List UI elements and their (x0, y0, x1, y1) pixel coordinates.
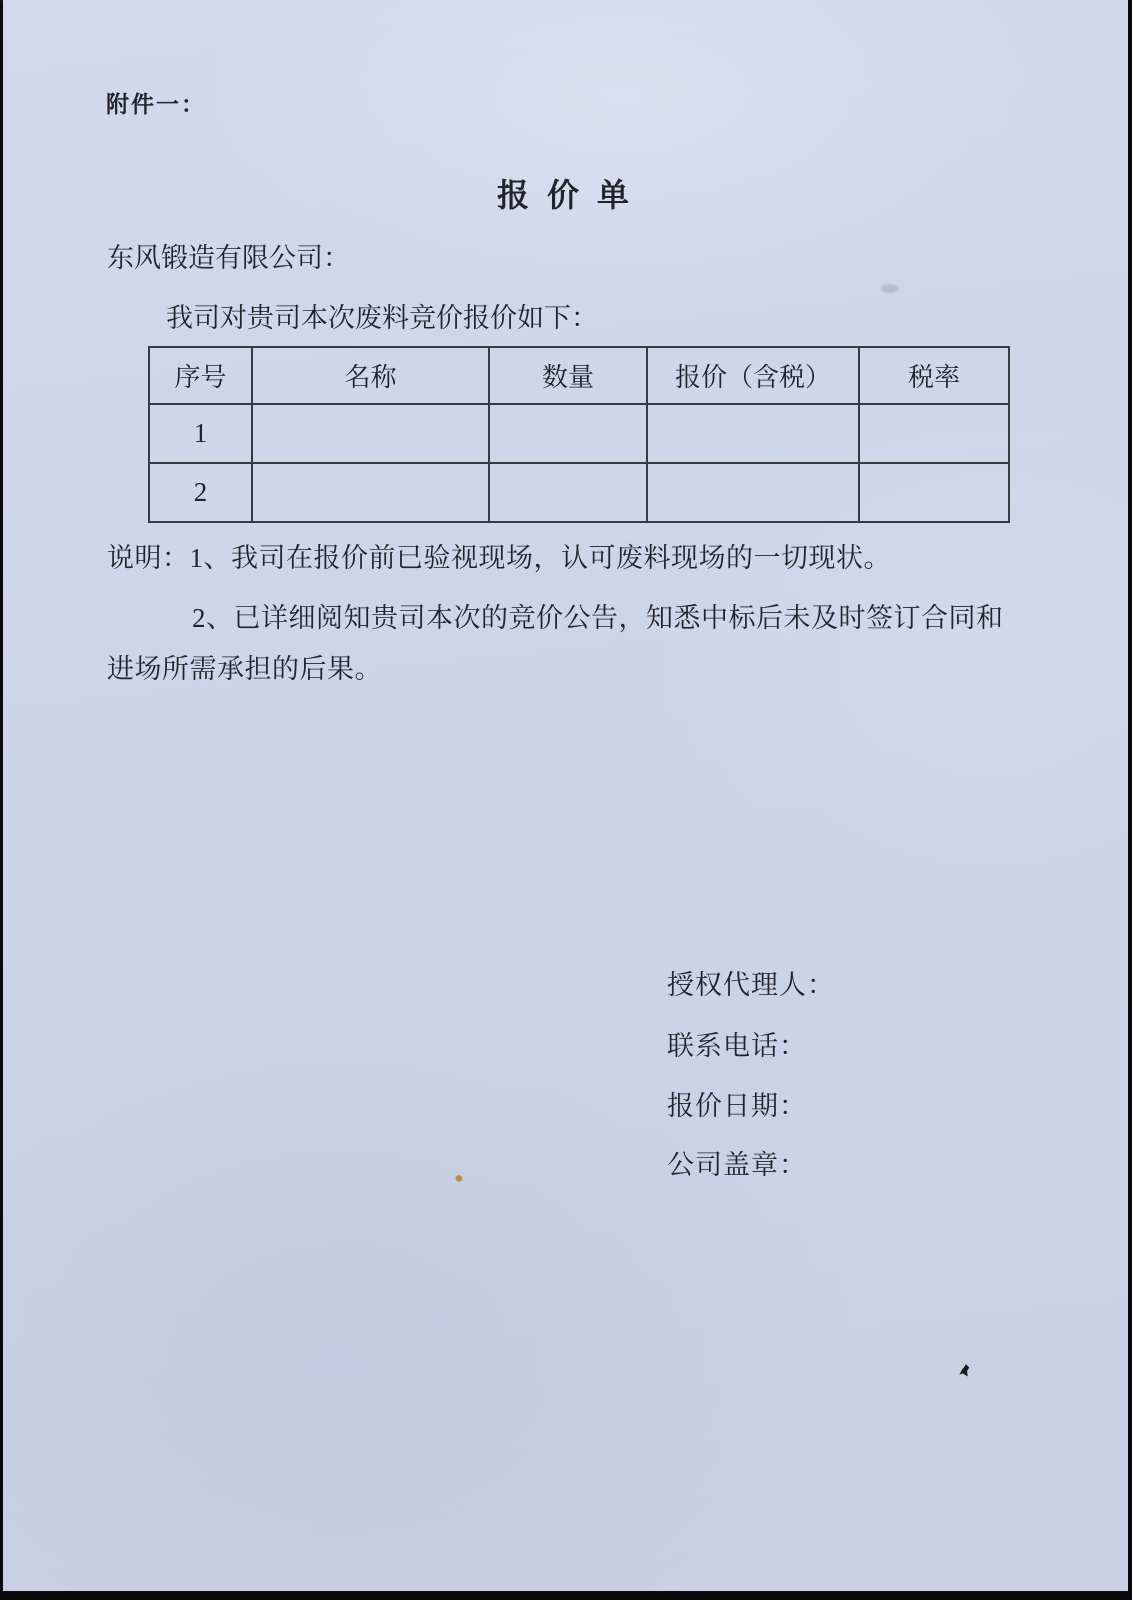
cell-row1-qty (489, 404, 647, 463)
note-line-1: 说明：1、我司在报价前已验视现场，认可废料现场的一切现状。 (107, 543, 891, 573)
table-row (149, 404, 1009, 463)
paper-sheet (3, 0, 1128, 1591)
ink-speck (959, 1363, 970, 1376)
paper-smudge (881, 284, 899, 293)
cell-row1-no: 1 (149, 404, 252, 463)
note-line-2: 2、已详细阅知贵司本次的竞价公告，知悉中标后未及时签订合同和 (192, 603, 1004, 633)
header-cell-name: 名称 (252, 347, 489, 404)
header-cell-qty: 数量 (489, 347, 647, 404)
header-cell-rate: 税率 (859, 347, 1009, 404)
cell-row2-price (647, 463, 859, 522)
note-line-3: 进场所需承担的后果。 (107, 654, 382, 684)
cell-row2-rate (859, 463, 1009, 522)
table-header-row (149, 347, 1009, 404)
header-cell-price: 报价（含税） (647, 347, 859, 404)
signature-agent-label: 授权代理人： (667, 970, 835, 1000)
intro-line: 我司对贵司本次废料竞价报价如下： (166, 303, 598, 333)
cell-row2-no: 2 (149, 463, 252, 522)
paper-speck (455, 1175, 463, 1182)
signature-date-label: 报价日期： (667, 1091, 807, 1121)
cell-row1-name (252, 404, 489, 463)
cell-row2-name (252, 463, 489, 522)
signature-phone-label: 联系电话： (667, 1031, 807, 1061)
quote-table (148, 346, 1010, 523)
recipient-line: 东风锻造有限公司： (107, 243, 350, 273)
signature-seal-label: 公司盖章： (667, 1150, 807, 1180)
document-title: 报 价 单 (496, 177, 634, 213)
table-row (149, 463, 1009, 522)
header-cell-no: 序号 (149, 347, 252, 404)
cell-row1-price (647, 404, 859, 463)
cell-row2-qty (489, 463, 647, 522)
attachment-label: 附件一： (106, 92, 206, 117)
cell-row1-rate (859, 404, 1009, 463)
